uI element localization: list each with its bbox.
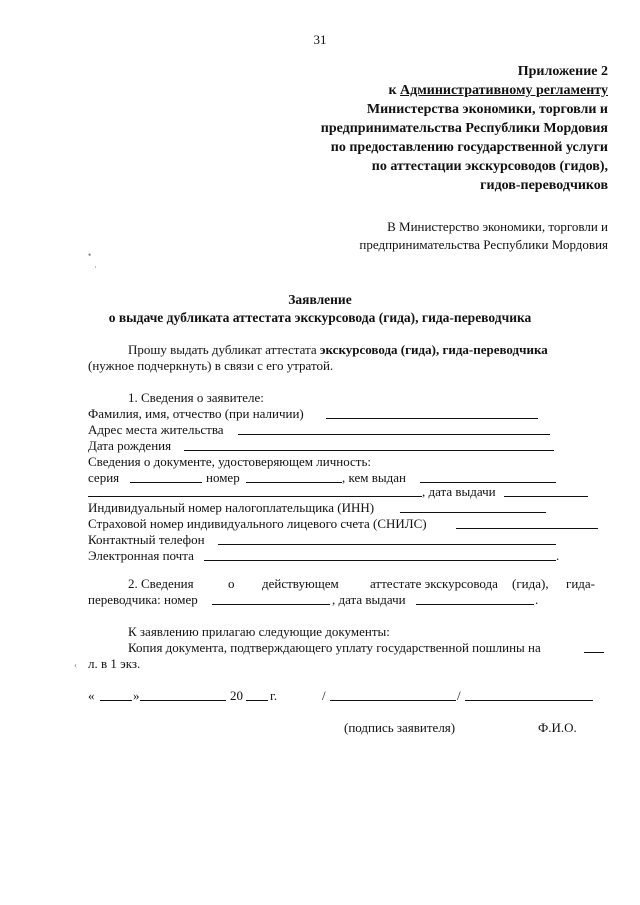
certificate-number-label: переводчика: номер	[88, 592, 198, 607]
phone-field[interactable]	[218, 544, 556, 545]
date-quote-open: «	[88, 688, 95, 703]
annex-title: Приложение 2	[517, 64, 608, 79]
addressee-line: предпринимательства Республики Мордовия	[359, 237, 608, 252]
issued-by-label: , кем выдан	[342, 470, 406, 485]
section2-word: о	[228, 576, 235, 591]
year-field[interactable]	[246, 700, 268, 701]
certificate-date-field[interactable]	[416, 604, 534, 605]
birth-date-field[interactable]	[184, 450, 554, 451]
section2-end: .	[535, 592, 539, 607]
birth-date-label: Дата рождения	[88, 438, 172, 453]
attachments-heading: К заявлению прилагаю следующие документы:	[128, 624, 390, 639]
number-label: номер	[206, 470, 240, 485]
pages-count-field[interactable]	[584, 652, 604, 653]
inn-label: Индивидуальный номер налогоплательщика (ИНН)	[88, 500, 375, 515]
intro-line: (нужное подчеркнуть) в связи с его утратой.	[88, 358, 334, 373]
scan-mark: ‹	[74, 660, 77, 670]
annex-line: Министерства экономики, торговли и	[366, 102, 608, 117]
annex-line: по предоставлению государственной услуги	[330, 140, 608, 155]
document-title: Заявление	[288, 292, 352, 307]
day-field[interactable]	[100, 700, 132, 701]
date-quote-close: »	[133, 688, 140, 703]
scan-mark: •	[88, 250, 92, 260]
series-label: серия	[88, 470, 120, 485]
regulation-link[interactable]: Административному регламенту	[400, 83, 608, 98]
issued-by-field[interactable]	[420, 482, 556, 483]
certificate-number-field[interactable]	[212, 604, 330, 605]
full-name-label: Фамилия, имя, отчество (при наличии)	[88, 406, 304, 421]
snils-label: Страховой номер индивидуального лицевого счета (СНИЛС)	[88, 516, 427, 531]
name-caption: Ф.И.О.	[538, 720, 577, 735]
email-end: .	[556, 548, 560, 563]
annex-line: предпринимательства Республики Мордовия	[320, 121, 608, 136]
full-name-signature-field[interactable]	[465, 700, 593, 701]
annex-header	[321, 62, 608, 195]
page-number: 31	[313, 32, 327, 47]
email-label: Электронная почта	[88, 548, 194, 563]
annex-line: по аттестации экскурсоводов (гидов),	[371, 159, 608, 174]
month-field[interactable]	[140, 700, 226, 701]
number-field[interactable]	[246, 482, 342, 483]
issue-date-field[interactable]	[504, 496, 588, 497]
addressee-line: В Министерство экономики, торговли и	[387, 219, 608, 234]
section2-word: гида-	[566, 576, 596, 591]
attachment-item-cont: л. в 1 экз.	[88, 656, 141, 671]
section2-word: 2. Сведения	[128, 576, 194, 591]
slash: /	[457, 688, 461, 703]
inn-field[interactable]	[400, 512, 546, 513]
slash: /	[322, 688, 326, 703]
signature-caption: (подпись заявителя)	[344, 720, 456, 735]
annex-line: гидов-переводчиков	[480, 178, 608, 193]
email-field[interactable]	[204, 560, 556, 561]
phone-label: Контактный телефон	[88, 532, 205, 547]
year-suffix: г.	[270, 688, 278, 703]
certificate-type: экскурсовода (гида), гида-переводчика	[319, 342, 548, 357]
intro-line: Прошу выдать дубликат аттестата экскурсовода (гида), гида-переводчика	[128, 342, 548, 357]
signature-field[interactable]	[330, 700, 456, 701]
addressee	[359, 218, 608, 254]
attachment-item: Копия документа, подтверждающего уплату государственной пошлины на	[128, 640, 541, 655]
year-prefix: 20	[230, 688, 243, 703]
scan-mark: ·	[94, 262, 97, 272]
document-subtitle: о выдаче дубликата аттестата экскурсовода (гида), гида-переводчика	[108, 310, 532, 325]
id-document-label: Сведения о документе, удостоверяющем личность:	[88, 454, 372, 469]
section2-word: действующем	[262, 576, 339, 591]
annex-regulation-ref: к Административному регламенту	[388, 83, 608, 98]
address-field[interactable]	[238, 434, 550, 435]
certificate-date-label: , дата выдачи	[332, 592, 406, 607]
section2-word: (гида),	[512, 576, 549, 591]
section2-word: аттестате экскурсовода	[370, 576, 498, 591]
full-name-field[interactable]	[326, 418, 538, 419]
address-label: Адрес места жительства	[88, 422, 224, 437]
issue-date-label: , дата выдачи	[422, 484, 496, 499]
section1-heading: 1. Сведения о заявителе:	[128, 390, 264, 405]
issued-by-field-cont[interactable]	[88, 496, 422, 497]
series-field[interactable]	[130, 482, 202, 483]
snils-field[interactable]	[456, 528, 598, 529]
